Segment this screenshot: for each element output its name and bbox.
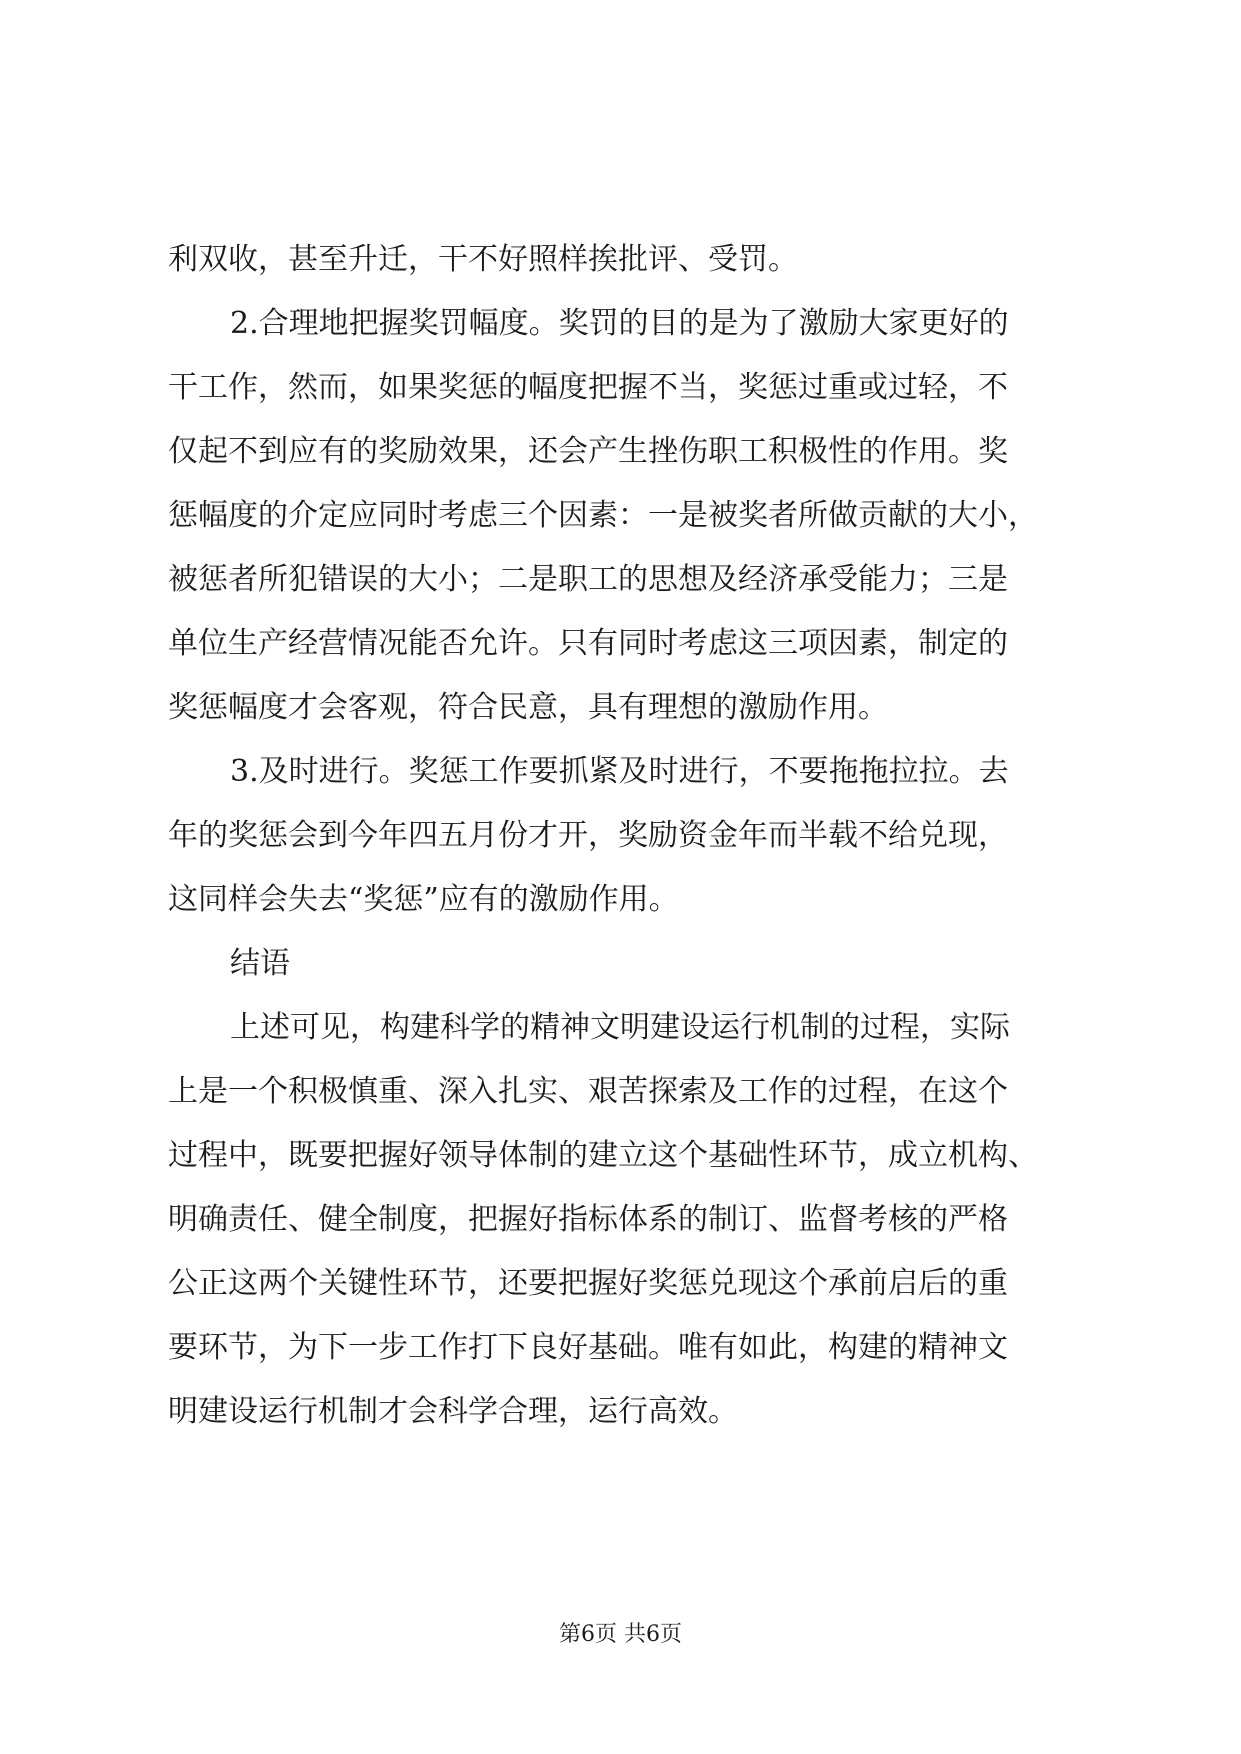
text-line: 明确责任、健全制度，把握好指标体系的制订、监督考核的严格 — [168, 1202, 1008, 1237]
text-line: 被惩者所犯错误的大小；二是职工的思想及经济承受能力；三是 — [168, 562, 1008, 597]
body-text — [168, 228, 1088, 1444]
text-line: 上是一个积极慎重、深入扎实、艰苦探索及工作的过程，在这个 — [168, 1074, 1008, 1109]
text-line: 过程中，既要把握好领导体制的建立这个基础性环节，成立机构、 — [168, 1138, 1038, 1173]
text-line: 仅起不到应有的奖励效果，还会产生挫伤职工积极性的作用。奖 — [168, 434, 1008, 469]
text-line: 要环节，为下一步工作打下良好基础。唯有如此，构建的精神文 — [168, 1330, 1008, 1365]
text-line: 公正这两个关键性环节，还要把握好奖惩兑现这个承前启后的重 — [168, 1266, 1008, 1301]
text-line: 惩幅度的介定应同时考虑三个因素：一是被奖者所做贡献的大小， — [168, 498, 1038, 533]
text-line: 奖惩幅度才会客观，符合民意，具有理想的激励作用。 — [168, 690, 888, 725]
text-line: 3.及时进行。奖惩工作要抓紧及时进行，不要拖拖拉拉。去 — [230, 754, 1009, 789]
text-line: 这同样会失去“奖惩”应有的激励作用。 — [168, 882, 679, 917]
text-line: 干工作，然而，如果奖惩的幅度把握不当，奖惩过重或过轻，不 — [168, 370, 1008, 405]
text-line: 2.合理地把握奖罚幅度。奖罚的目的是为了激励大家更好的 — [230, 306, 1009, 341]
text-line: 明建设运行机制才会科学合理，运行高效。 — [168, 1394, 738, 1429]
text-line: 上述可见，构建科学的精神文明建设运行机制的过程，实际 — [230, 1010, 1010, 1045]
section-heading: 结语 — [230, 946, 290, 981]
text-line: 年的奖惩会到今年四五月份才开，奖励资金年而半载不给兑现， — [168, 818, 1008, 853]
page-footer: 第6页 共6页 — [559, 1622, 682, 1647]
text-line: 利双收，甚至升迁，干不好照样挨批评、受罚。 — [168, 242, 798, 277]
text-line: 单位生产经营情况能否允许。只有同时考虑这三项因素，制定的 — [168, 626, 1008, 661]
